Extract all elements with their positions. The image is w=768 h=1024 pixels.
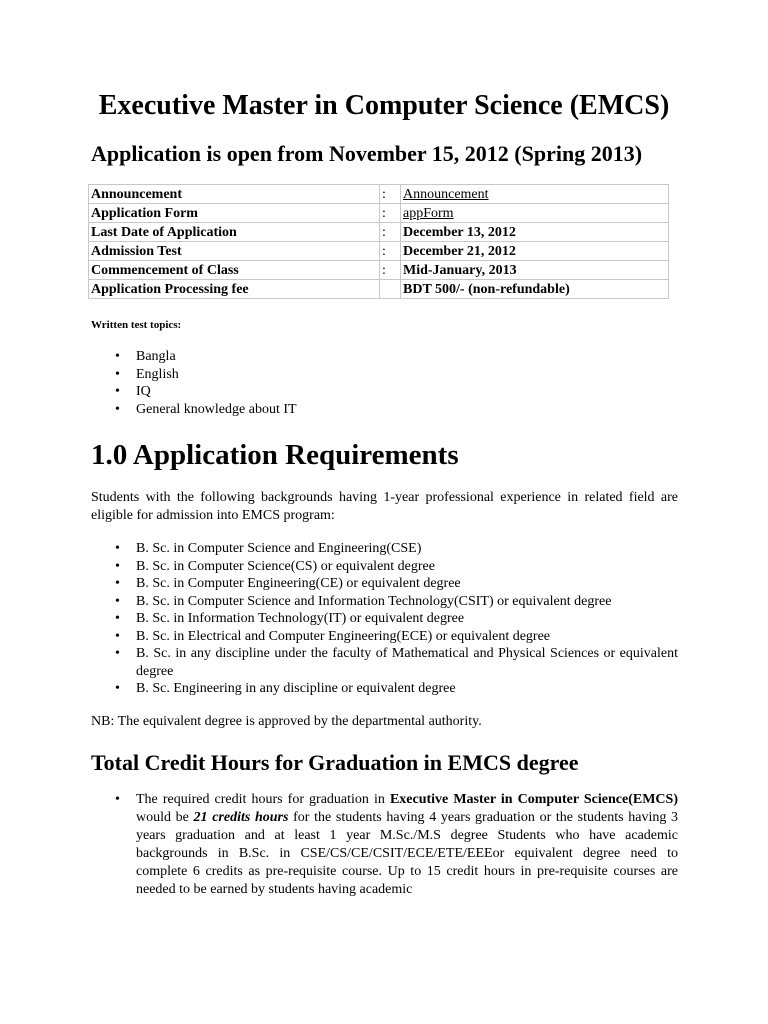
- written-test-label: Written test topics:: [91, 319, 182, 331]
- bullet-icon: •: [115, 792, 120, 807]
- info-label: Commencement of Class: [89, 261, 380, 280]
- bullet-icon: •: [115, 593, 120, 609]
- written-test-topics-list: [91, 348, 297, 418]
- background-text: B. Sc. in Computer Science(CS) or equivalent degree: [136, 558, 435, 574]
- eligible-backgrounds-list: [91, 540, 678, 698]
- table-row: [89, 223, 669, 242]
- background-text: B. Sc. in Computer Science and Information Technology(CSIT) or equivalent degree: [136, 593, 612, 609]
- bullet-icon: •: [115, 628, 120, 644]
- background-text: B. Sc. in Electrical and Computer Engineering(ECE) or equivalent degree: [136, 628, 551, 644]
- bullet-icon: •: [115, 401, 120, 417]
- topic-text: English: [136, 366, 179, 382]
- info-colon: :: [380, 204, 401, 223]
- page-title: Executive Master in Computer Science (EMCS): [98, 90, 670, 121]
- bullet-icon: •: [115, 349, 120, 364]
- info-label: Announcement: [89, 185, 380, 204]
- credit-text-part3: for the students having 4 years graduation or the students having 3 years graduation and at least 1 year M.Sc./M.S degree Students who have academic backgrounds in B.Sc. in CSE/CS/CE/CSIT/ECE/ETE/EEEor equivalent degree need to complete 6 credits as pre-requisite course. Up to 15 credit hours in pre-requisite courses are needed to be earned by students having academic: [136, 810, 678, 897]
- info-colon: :: [380, 185, 401, 204]
- info-label: Last Date of Application: [89, 223, 380, 242]
- application-open-subtitle: Application is open from November 15, 2012 (Spring 2013): [91, 141, 643, 166]
- bullet-icon: •: [115, 646, 120, 661]
- bullet-icon: •: [115, 681, 120, 696]
- bullet-icon: •: [115, 366, 120, 382]
- bullet-icon: •: [115, 558, 120, 574]
- application-info-table: [88, 184, 669, 299]
- info-colon: :: [380, 261, 401, 280]
- background-text: B. Sc. in Computer Science and Engineering(CSE): [136, 541, 422, 556]
- list-item: [91, 645, 678, 680]
- info-value: December 21, 2012: [401, 242, 669, 261]
- topic-text: Bangla: [136, 349, 176, 364]
- list-item: [91, 383, 297, 401]
- list-item: [91, 366, 297, 384]
- credit-text-part1: The required credit hours for graduation in: [136, 792, 390, 807]
- info-value: December 13, 2012: [401, 223, 669, 242]
- list-item: [91, 575, 678, 593]
- credit-count-emphasis: 21 credits hours: [193, 810, 289, 825]
- info-colon: [380, 280, 401, 299]
- info-colon: :: [380, 242, 401, 261]
- list-item: [91, 610, 678, 628]
- list-item: [91, 791, 678, 899]
- requirements-intro: Students with the following backgrounds having 1-year professional experience in related field are eligible for admission into EMCS program:: [91, 490, 678, 523]
- bullet-icon: •: [115, 384, 120, 399]
- info-label: Application Processing fee: [89, 280, 380, 299]
- list-item: [91, 593, 678, 611]
- info-label: Application Form: [89, 204, 380, 223]
- background-text: B. Sc. in any discipline under the faculty of Mathematical and Physical Sciences or equivalent degree: [136, 646, 678, 679]
- topic-text: General knowledge about IT: [136, 401, 297, 417]
- credit-hours-list: [91, 791, 678, 899]
- table-row: [89, 280, 669, 299]
- table-row: [89, 261, 669, 280]
- list-item: [91, 348, 297, 366]
- nb-note: NB: The equivalent degree is approved by the departmental authority.: [91, 714, 482, 729]
- announcement-link[interactable]: Announcement: [401, 185, 669, 204]
- list-item: [91, 680, 678, 698]
- program-name-bold: Executive Master in Computer Science(EMCS): [389, 792, 678, 807]
- app-form-link[interactable]: appForm: [401, 204, 669, 223]
- list-item: [91, 401, 297, 419]
- section-heading-application-requirements: 1.0 Application Requirements: [91, 439, 459, 471]
- topic-text: IQ: [136, 384, 151, 399]
- list-item: [91, 558, 678, 576]
- info-value: Mid-January, 2013: [401, 261, 669, 280]
- list-item: [91, 540, 678, 558]
- background-text: B. Sc. in Information Technology(IT) or equivalent degree: [136, 611, 465, 626]
- credit-text-part2: would be: [136, 810, 194, 825]
- info-label: Admission Test: [89, 242, 380, 261]
- bullet-icon: •: [115, 576, 120, 591]
- background-text: B. Sc. Engineering in any discipline or equivalent degree: [136, 681, 456, 696]
- credit-hours-heading: Total Credit Hours for Graduation in EMCS degree: [91, 750, 579, 775]
- info-value: BDT 500/- (non-refundable): [401, 280, 669, 299]
- list-item: [91, 628, 678, 646]
- bullet-icon: •: [115, 611, 120, 626]
- table-row: [89, 242, 669, 261]
- info-colon: :: [380, 223, 401, 242]
- table-row: [89, 185, 669, 204]
- table-row: [89, 204, 669, 223]
- bullet-icon: •: [115, 541, 120, 556]
- background-text: B. Sc. in Computer Engineering(CE) or equivalent degree: [136, 576, 461, 591]
